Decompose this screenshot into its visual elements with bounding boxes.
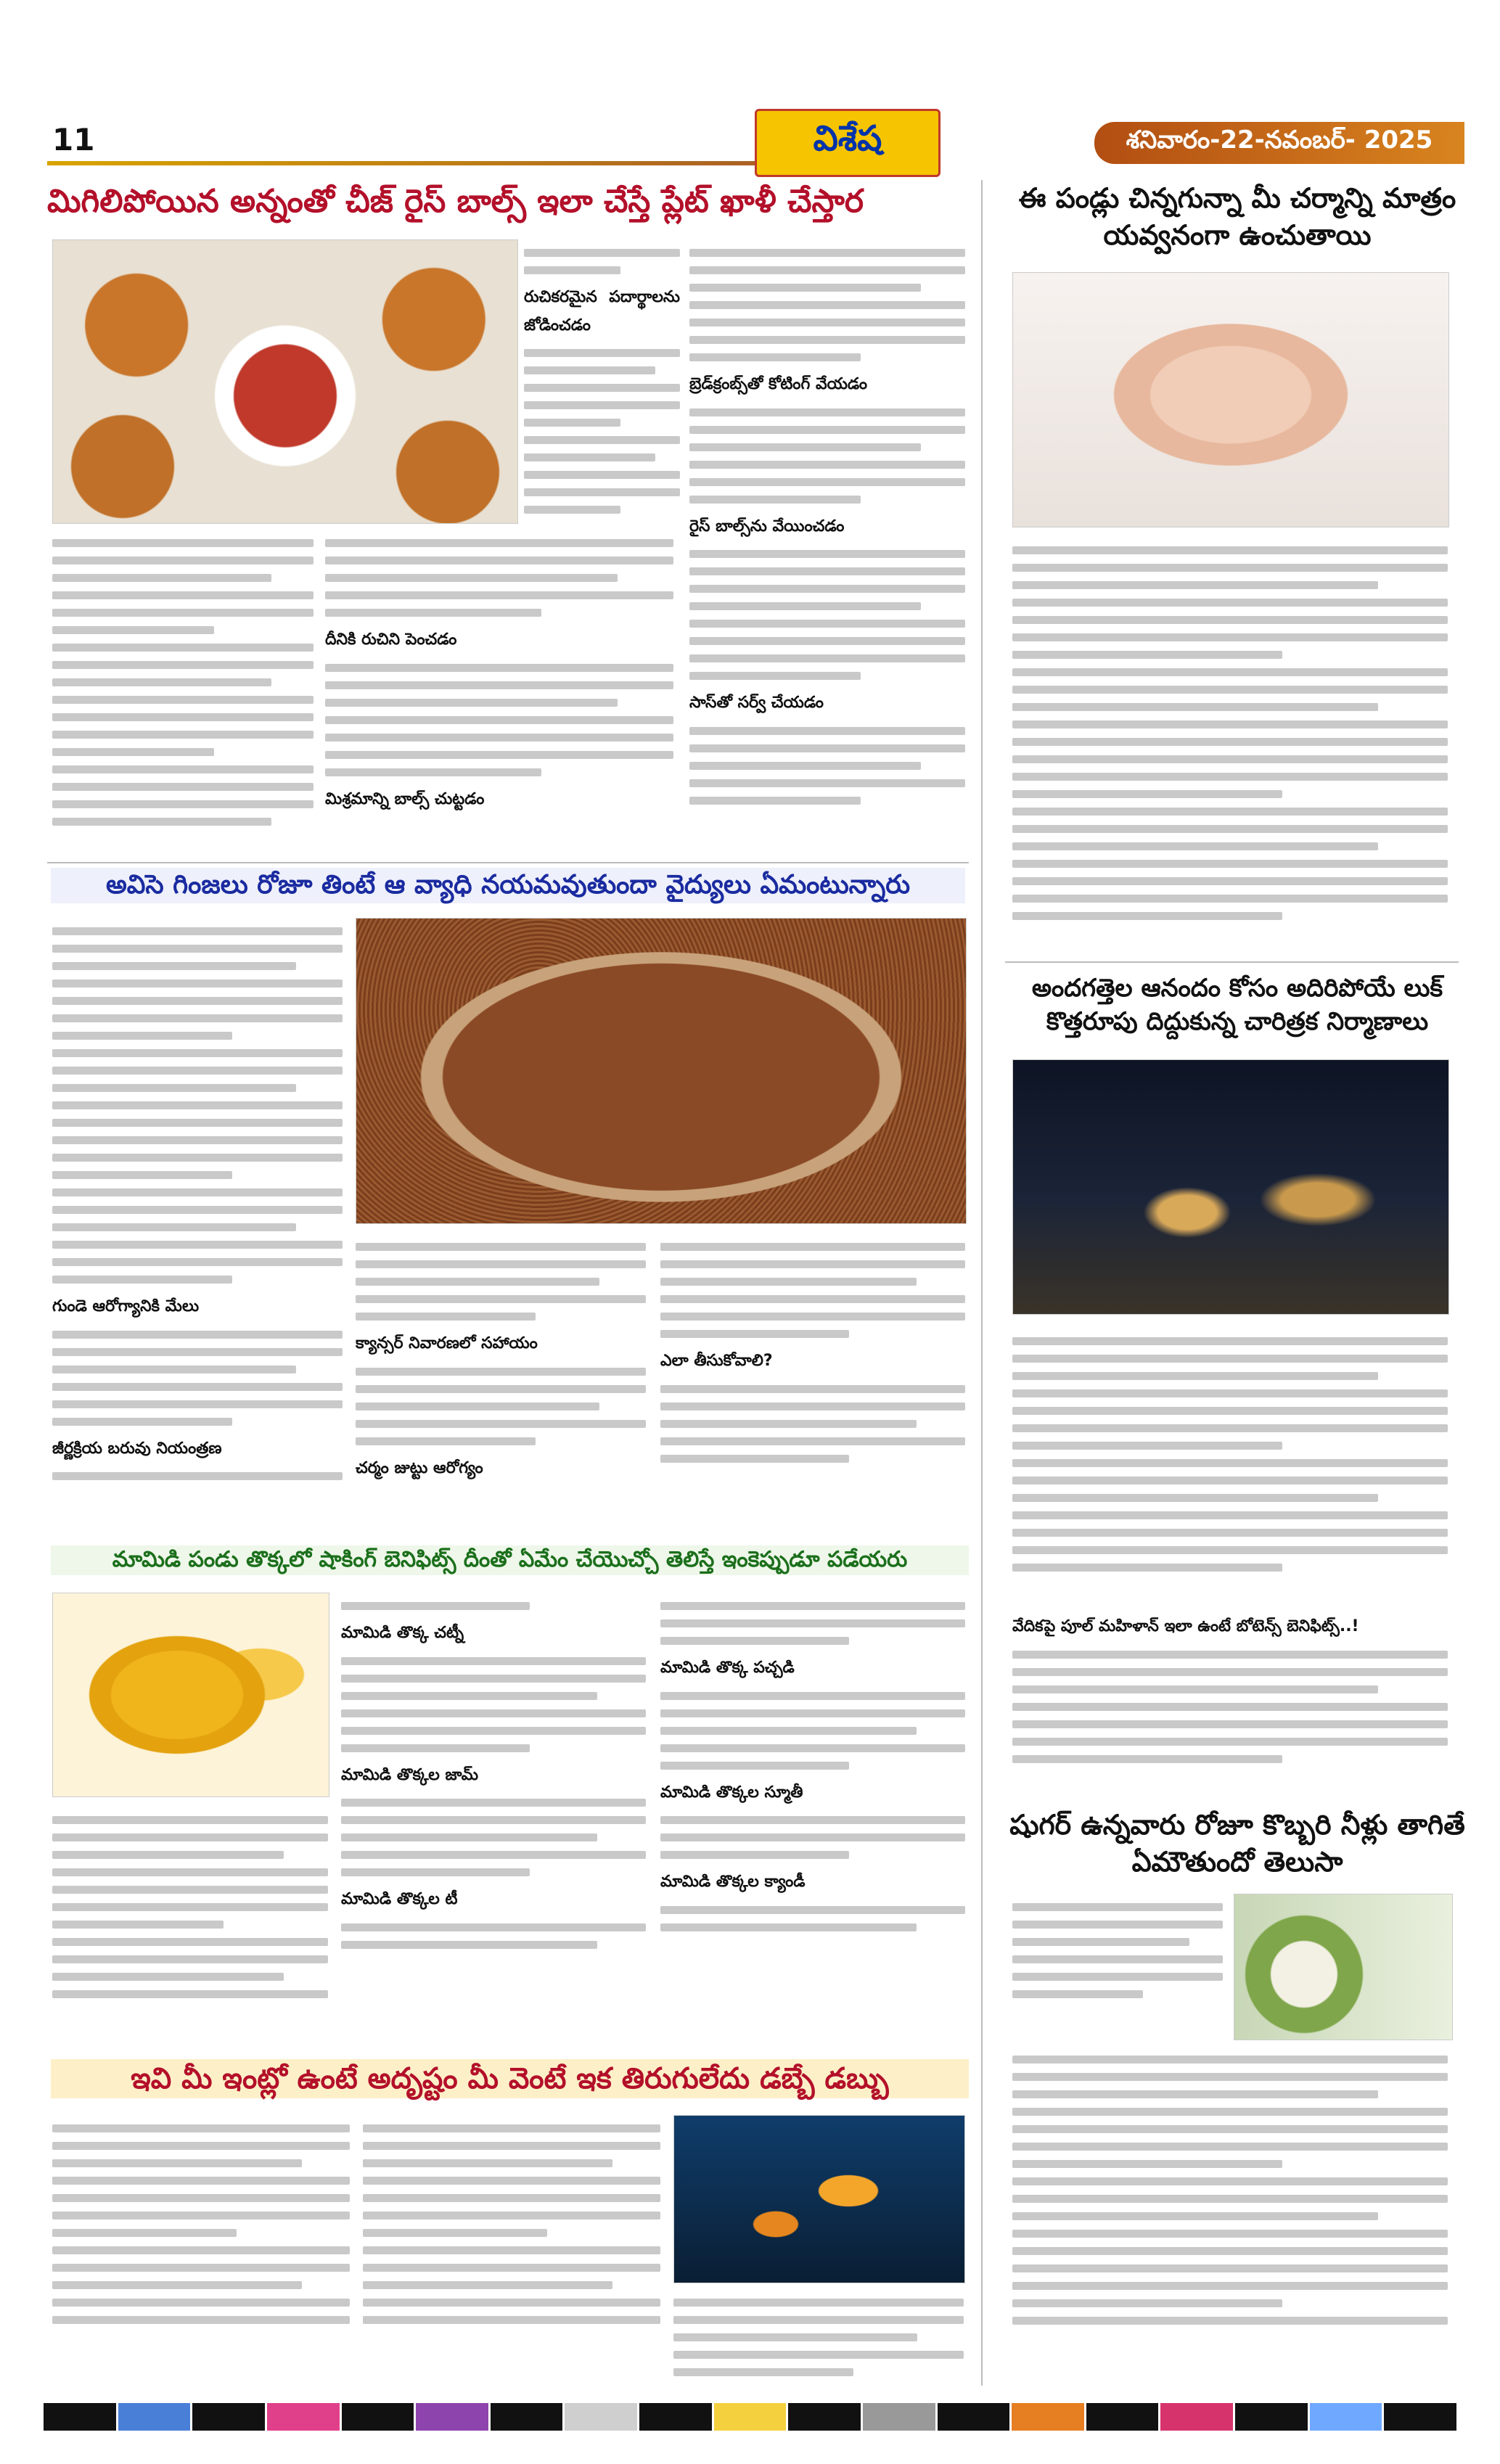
coconut-image bbox=[1234, 1894, 1453, 2040]
column-divider bbox=[981, 180, 983, 2386]
flax-seeds-headline: అవిసె గింజలు రోజూ తింటే ఆ వ్యాధి నయమవుతుందా వైద్యులు ఏమంటున్నారు bbox=[51, 868, 965, 903]
skin-fruits-headline: ఈ పండ్లు చిన్నగున్నా మీ చర్మాన్ని మాత్రం యవ్వనంగా ఉంచుతాయి bbox=[1018, 182, 1456, 252]
cheese-balls-sub2: దీనికి రుచిని పెంచడం bbox=[325, 631, 457, 649]
flax-seeds-col2 bbox=[356, 1233, 646, 1484]
mango-peel-col3 bbox=[660, 1593, 965, 2046]
cheese-balls-sub6: సాస్‌తో సర్వ్ చేయడం bbox=[689, 694, 824, 712]
luck-home-col1 bbox=[52, 2115, 350, 2391]
monuments-night-image bbox=[1012, 1059, 1449, 1315]
cheese-balls-headline: మిగిలిపోయిన అన్నంతో చీజ్ రైస్ బాల్స్ ఇలా చేస్తే ప్లేట్ ఖాళీ చేస్తార bbox=[47, 183, 864, 220]
luck-home-col3 bbox=[673, 2289, 964, 2391]
monuments-sub1: వేదికపై పూల్ మహిళాన్ ఇలా ఉంటే బోటెన్స్ బెనిఫిట్స్..! bbox=[1012, 1617, 1359, 1635]
mango-peel-col2 bbox=[341, 1593, 646, 2046]
coconut-water-body bbox=[1012, 2046, 1448, 2387]
luck-home-col2 bbox=[363, 2115, 660, 2391]
flax-seeds-sub4: ఎలా తీసుకోవాలి? bbox=[660, 1352, 773, 1370]
cheese-balls-sub4: బ్రెడ్‌క్రంబ్స్‌తో కోటింగ్ వేయడం bbox=[689, 375, 867, 393]
cheese-balls-col2 bbox=[325, 530, 673, 849]
cheese-balls-col3 bbox=[689, 239, 965, 849]
newspaper-logo: విశేష bbox=[755, 109, 940, 177]
monuments-body bbox=[1012, 1328, 1448, 1603]
flax-seeds-image bbox=[356, 918, 967, 1224]
mango-image bbox=[52, 1593, 329, 1797]
coconut-water-col1 bbox=[1012, 1894, 1223, 2039]
flax-seeds-sub2: జీర్ణక్రియ బరువు నియంత్రణ bbox=[52, 1439, 222, 1458]
monuments-headline: అందగత్తెల ఆనందం కోసం అదిరిపోయే లుక్ కొత్తరూపు దిద్దుకున్న చారిత్రక నిర్మాణాలు bbox=[1031, 974, 1443, 1036]
flax-seeds-col1 bbox=[52, 918, 343, 1484]
right-section-rule bbox=[1005, 961, 1459, 963]
mango-peel-headline: మామిడి పండు తొక్కలో షాకింగ్ బెనిఫిట్స్ దీంతో ఏమేం చేయొచ్చో తెలిస్తే ఇంకెప్పుడూ పడేయరు bbox=[51, 1545, 969, 1575]
cheese-balls-col1 bbox=[52, 530, 313, 849]
coconut-water-headline: షుగర్ ఉన్నవారు రోజూ కొబ్బరి నీళ్లు తాగితే ఏమౌతుందో తెలుసా bbox=[1009, 1809, 1465, 1878]
flax-seeds-sub3: క్యాన్సర్ నివారణలో సహాయం bbox=[356, 1334, 538, 1352]
monuments-body2 bbox=[1012, 1607, 1448, 1796]
page-number: 11 bbox=[52, 122, 95, 157]
print-color-bar bbox=[44, 2403, 1459, 2431]
mango-peel-sub3: మామిడి తొక్కల టీ bbox=[341, 1890, 458, 1908]
mango-peel-sub1: మామిడి తొక్క చట్నీ bbox=[341, 1624, 464, 1642]
woman-skincare-image bbox=[1012, 272, 1449, 527]
cheese-balls-sub1: రుచికరమైన పదార్థాలను జోడించడం bbox=[524, 288, 680, 334]
mango-peel-col1 bbox=[52, 1807, 328, 2046]
flax-seeds-sub1: గుండె ఆరోగ్యానికి మేలు bbox=[52, 1297, 200, 1315]
flax-seeds-col3 bbox=[660, 1233, 965, 1484]
cheese-balls-col2-top bbox=[524, 239, 680, 530]
skin-fruits-body bbox=[1012, 537, 1448, 943]
issue-date: శనివారం-22-నవంబర్- 2025 bbox=[1094, 122, 1464, 164]
flax-seeds-sub5: చర్మం జుట్టు ఆరోగ్యం bbox=[356, 1458, 483, 1477]
aquarium-fish-image bbox=[673, 2115, 965, 2283]
cheese-balls-sub3: మిశ్రమాన్ని బాల్స్ చుట్టడం bbox=[325, 789, 485, 808]
mango-peel-sub4: మామిడి తొక్క పచ్చడి bbox=[660, 1659, 795, 1677]
mango-peel-sub6: మామిడి తొక్కల క్యాండీ bbox=[660, 1873, 806, 1891]
luck-home-headline: ఇవి మీ ఇంట్లో ఉంటే అదృష్టం మీ వెంటే ఇక తిరుగులేదు డబ్బే డబ్బు bbox=[51, 2059, 969, 2098]
mango-peel-sub5: మామిడి తొక్కల స్మూతీ bbox=[660, 1783, 803, 1802]
cheese-balls-image bbox=[52, 239, 518, 524]
mango-peel-sub2: మామిడి తొక్కల జామ్ bbox=[341, 1765, 478, 1784]
cheese-balls-sub5: రైస్ బాల్స్‌ను వేయించడం bbox=[689, 517, 845, 535]
section-rule bbox=[47, 862, 969, 863]
